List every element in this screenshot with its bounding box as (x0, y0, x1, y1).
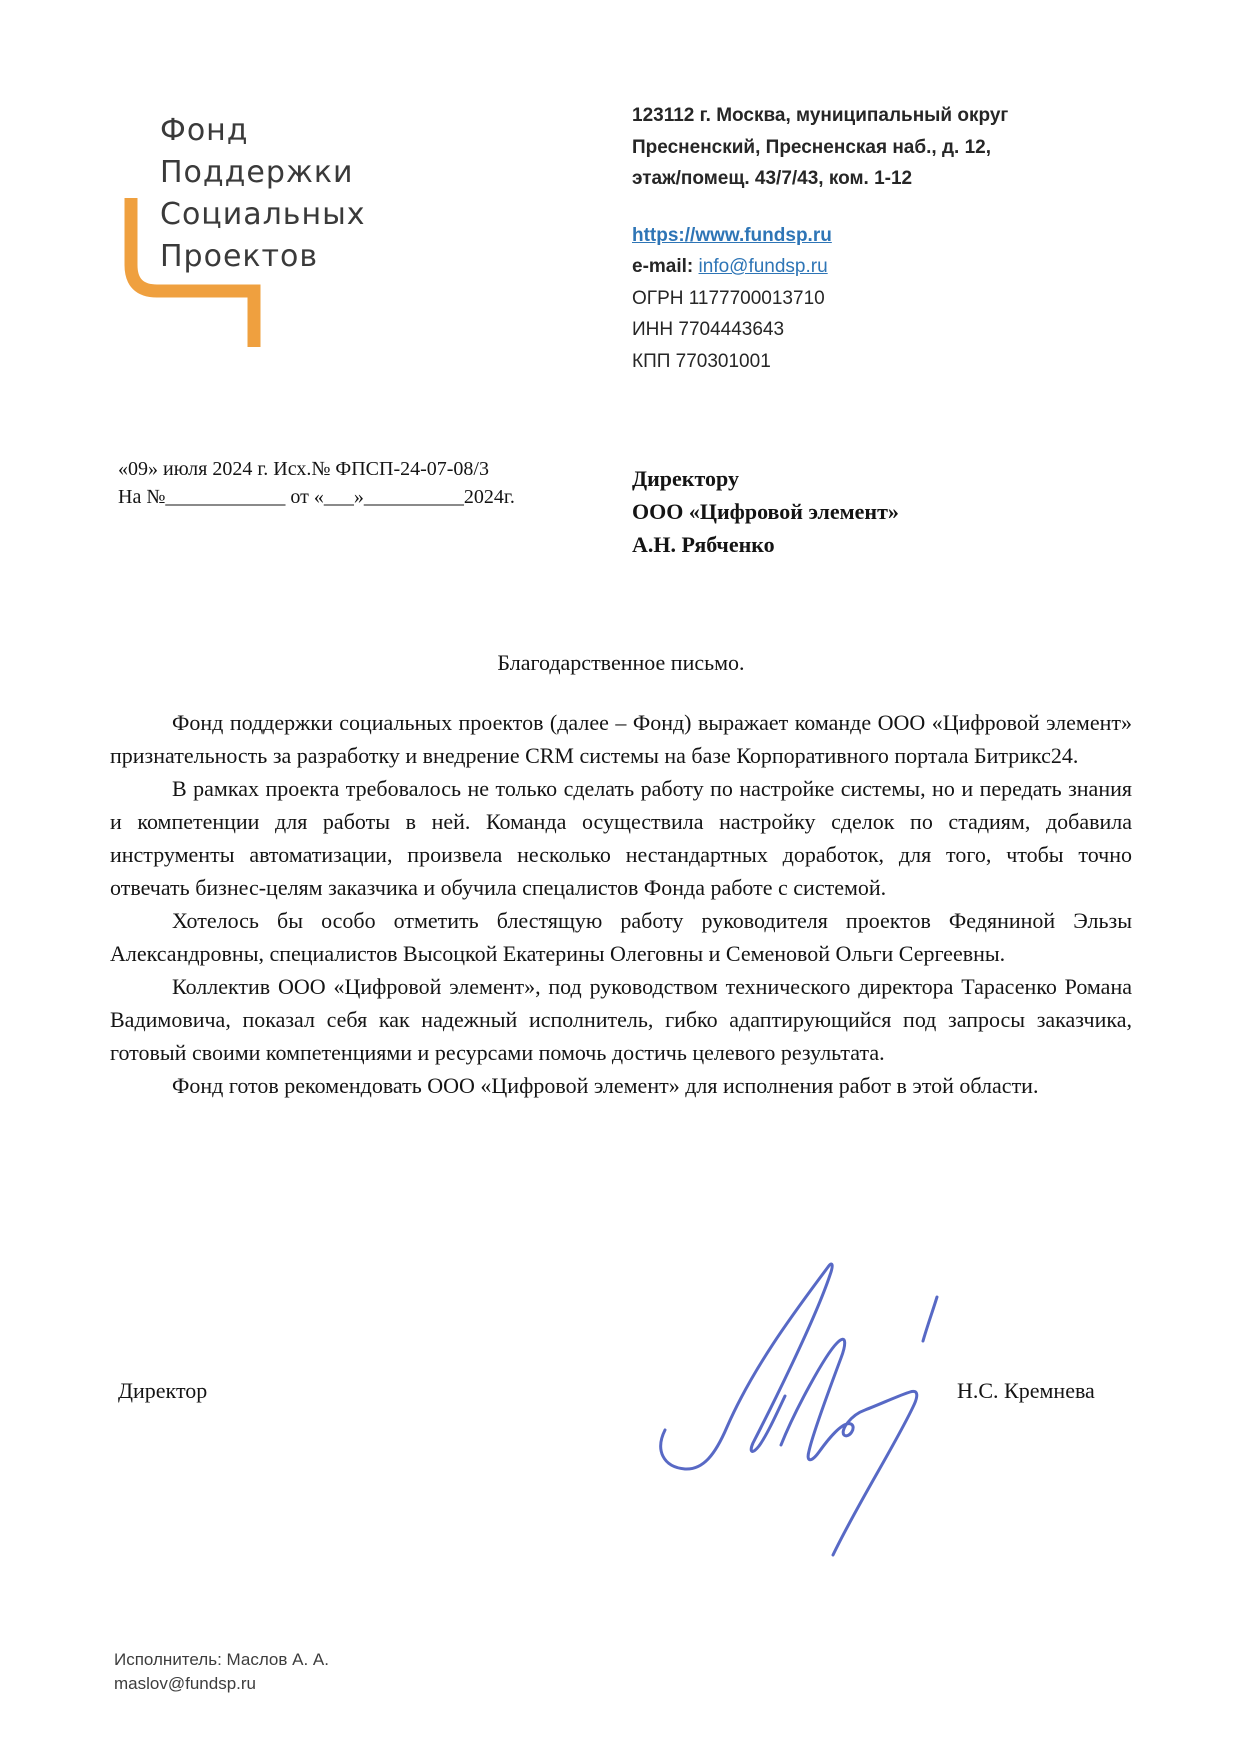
address-line: этаж/помещ. 43/7/43, ком. 1-12 (632, 168, 913, 189)
signer-name: Н.С. Кремнева (957, 1378, 1095, 1403)
recipient-line: А.Н. Рябченко (632, 532, 775, 557)
paragraph: Фонд готов рекомендовать ООО «Цифровой элемент» для исполнения работ в этой области. (172, 1073, 1039, 1098)
logo-line: Фонд (160, 113, 249, 148)
paragraph: В рамках проекта требовалось не только сделать работу по настройке системы, но и передать знания и компетенции для работы в ней. Команда осуществила настройку сделок по стадиям, добавила инструменты автоматизации, произвела несколько нестандартных доработок, для того, чтобы точно отвечать бизнес-целям заказчика и обучила спецалистов Фонда работе с системой. (110, 776, 1132, 900)
signer-position: Директор (118, 1378, 208, 1403)
website-link[interactable]: https://www.fundsp.ru (632, 224, 832, 246)
executor-name: Исполнитель: Маслов А. А. (114, 1650, 329, 1669)
logo-line: Социальных (160, 197, 366, 232)
letter-title: Благодарственное письмо. (497, 650, 745, 675)
paragraph: Коллектив ООО «Цифровой элемент», под руководством технического директора Тарасенко Романа Вадимовича, показал себя как надежный исполнитель, гибко адаптирующийся под запросы заказчика, готовый своими компетенциями и ресурсами помочь достичь целевого результата. (110, 974, 1132, 1065)
reply-to-line: На №____________ от «___»__________2024г. (118, 486, 515, 508)
executor-block (114, 1648, 329, 1696)
logo-line: Проектов (160, 239, 319, 274)
paragraph: Фонд поддержки социальных проектов (далее – Фонд) выражает команде ООО «Цифровой элемент» признательность за разработку и внедрение CRM системы на базе Корпоративного портала Битрикс24. (110, 710, 1132, 768)
address-line: Пресненский, Пресненская наб., д. 12, (632, 136, 991, 158)
outgoing-date-line: «09» июля 2024 г. Исх.№ ФПСП-24-07-08/3 (118, 458, 489, 480)
email-line (632, 251, 1082, 283)
inn-line: ИНН 7704443643 (632, 319, 785, 340)
website-line (632, 220, 1082, 252)
address-line: 123112 г. Москва, муниципальный округ (632, 105, 1009, 126)
recipient-line: Директору (632, 466, 739, 491)
handwritten-signature-icon (585, 1155, 965, 1570)
fund-logo-text (160, 110, 366, 278)
recipient-block (632, 462, 899, 561)
recipient-line: ООО «Цифровой элемент» (632, 499, 899, 524)
address-spacer (632, 195, 1082, 220)
paragraph: Хотелось бы особо отметить блестящую работу руководителя проектов Федяниной Эльзы Александровны, специалистов Высоцкой Екатерины Олеговны и Семеновой Ольги Сергеевны. (110, 908, 1132, 966)
kpp-line: КПП 770301001 (632, 350, 771, 372)
executor-email: maslov@fundsp.ru (114, 1674, 256, 1693)
letter-body (110, 706, 1132, 1102)
letterhead-address-block (632, 100, 1082, 377)
ogrn-line: ОГРН 1177700013710 (632, 287, 825, 309)
reference-block (118, 455, 515, 511)
email-link[interactable]: info@fundsp.ru (698, 256, 828, 277)
email-label: e-mail: (632, 256, 694, 277)
logo-line: Поддержки (160, 155, 354, 190)
